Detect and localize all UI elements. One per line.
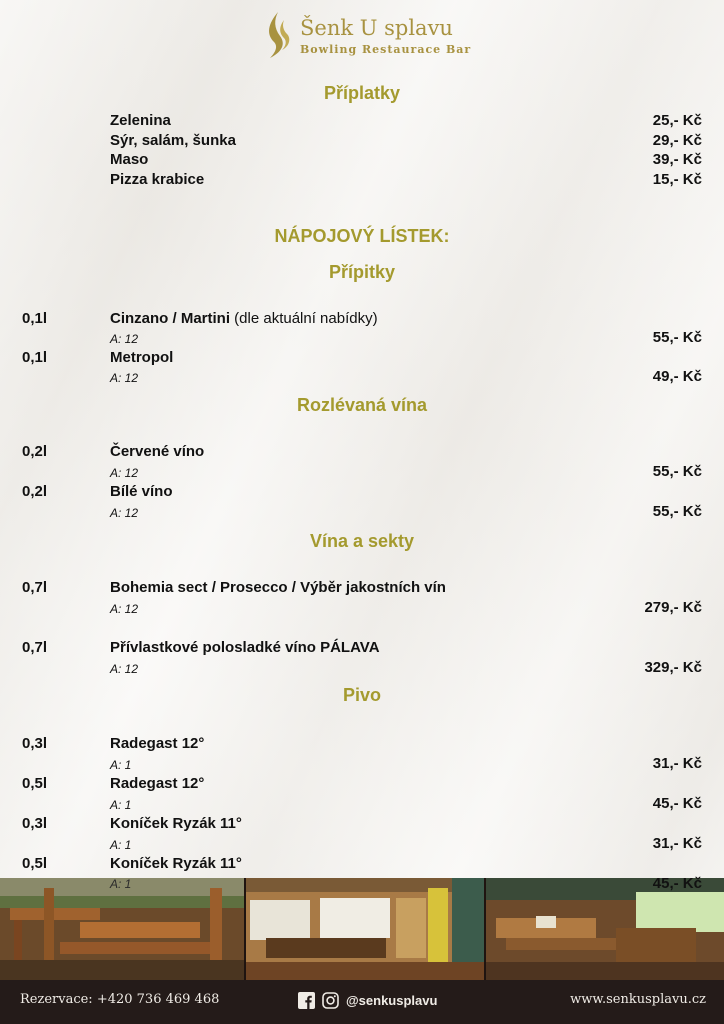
reservation-phone[interactable]: Rezervace: +420 736 469 468 (20, 992, 220, 1007)
item-name: Metropol (110, 349, 174, 366)
item-price: 45,- Kč (652, 795, 702, 812)
section-title-priplatky: Příplatky (323, 83, 401, 103)
item-volume: 0,2l (22, 443, 48, 460)
item-name: Koníček Ryzák 11° (110, 815, 242, 832)
item-allergens: A: 1 (110, 758, 132, 772)
section-title-pripitky: Přípitky (328, 262, 396, 282)
list-item (0, 170, 724, 190)
list-item (0, 309, 724, 329)
item-price: 329,- Kč (644, 659, 702, 676)
item-price: 39,- Kč (652, 151, 702, 168)
item-price-row (0, 754, 724, 774)
item-allergens: A: 1 (110, 877, 132, 891)
item-name: Bílé víno (110, 483, 173, 500)
facebook-icon[interactable] (298, 992, 315, 1009)
item-allergens: A: 1 (110, 838, 132, 852)
item-price-row (0, 502, 724, 522)
item-price-row (0, 598, 724, 618)
item-name: Koníček Ryzák 11° (110, 855, 242, 872)
item-price-row (0, 367, 724, 387)
brand-name: Šenk U splavu (300, 15, 453, 40)
list-item (0, 638, 724, 658)
drinks-menu-title: NÁPOJOVÝ LÍSTEK: (274, 226, 450, 246)
item-price: 55,- Kč (652, 463, 702, 480)
list-item (0, 482, 724, 502)
item-price-row (0, 658, 724, 678)
item-price: 55,- Kč (652, 503, 702, 520)
item-allergens: A: 12 (110, 371, 139, 385)
item-price: 31,- Kč (652, 835, 702, 852)
item-detail (0, 876, 724, 892)
list-item (0, 774, 724, 794)
item-name: Radegast 12° (110, 775, 205, 792)
item-allergens: A: 12 (110, 466, 139, 480)
flame-logo-icon (262, 10, 292, 60)
item-price-row (0, 834, 724, 854)
list-item (0, 111, 724, 131)
item-volume: 0,2l (22, 483, 48, 500)
section-title-vina-a-sekty: Vína a sekty (309, 531, 415, 551)
instagram-icon[interactable] (322, 992, 339, 1009)
item-allergens: A: 1 (110, 798, 132, 812)
footer-bar (0, 980, 724, 1024)
item-price-row (0, 794, 724, 814)
item-allergens: A: 12 (110, 506, 139, 520)
item-name: Maso (110, 151, 149, 168)
brand-logo (262, 10, 471, 60)
website-link[interactable]: www.senkusplavu.cz (570, 992, 706, 1007)
item-price: 55,- Kč (652, 329, 702, 346)
list-item (0, 131, 724, 151)
item-allergens: A: 12 (110, 332, 139, 346)
item-name: Zelenina (110, 112, 171, 129)
list-item (0, 150, 724, 170)
list-item (0, 348, 724, 368)
brand-tagline: Bowling Restaurace Bar (300, 42, 472, 56)
section-title-pivo: Pivo (342, 685, 381, 705)
list-item (0, 578, 724, 598)
item-volume: 0,5l (22, 775, 48, 792)
list-item (0, 734, 724, 754)
item-volume: 0,7l (22, 579, 48, 596)
item-volume: 0,7l (22, 639, 48, 656)
item-volume: 0,5l (22, 855, 48, 872)
item-volume: 0,1l (22, 310, 48, 327)
item-allergens: A: 12 (110, 602, 139, 616)
item-price: 15,- Kč (652, 171, 702, 188)
item-name: Bohemia sect / Prosecco / Výběr jakostních vín (110, 579, 446, 596)
list-item (0, 814, 724, 834)
item-volume: 0,1l (22, 349, 48, 366)
item-price: 49,- Kč (652, 368, 702, 385)
item-price: 25,- Kč (652, 112, 702, 129)
item-name: Cinzano / Martini (dle aktuální nabídky) (110, 310, 378, 327)
item-name: Radegast 12° (110, 735, 205, 752)
item-name: Sýr, salám, šunka (110, 132, 236, 149)
item-price: 45,- Kč (652, 875, 702, 892)
item-price: 29,- Kč (652, 132, 702, 149)
social-handle[interactable]: @senkusplavu (346, 993, 438, 1008)
social-links (298, 992, 437, 1009)
list-item (0, 442, 724, 462)
item-name: Pizza krabice (110, 171, 205, 188)
item-allergens: A: 12 (110, 662, 139, 676)
list-item (0, 854, 724, 874)
item-volume: 0,3l (22, 735, 48, 752)
item-volume: 0,3l (22, 815, 48, 832)
item-price: 31,- Kč (652, 755, 702, 772)
item-note: (dle aktuální nabídky) (230, 310, 378, 327)
section-title-rozlevana-vina: Rozlévaná vína (296, 395, 428, 415)
item-price: 279,- Kč (644, 599, 702, 616)
item-name: Červené víno (110, 443, 205, 460)
item-name: Přívlastkové polosladké víno PÁLAVA (110, 639, 380, 656)
item-price-row (0, 328, 724, 348)
item-price-row (0, 462, 724, 482)
